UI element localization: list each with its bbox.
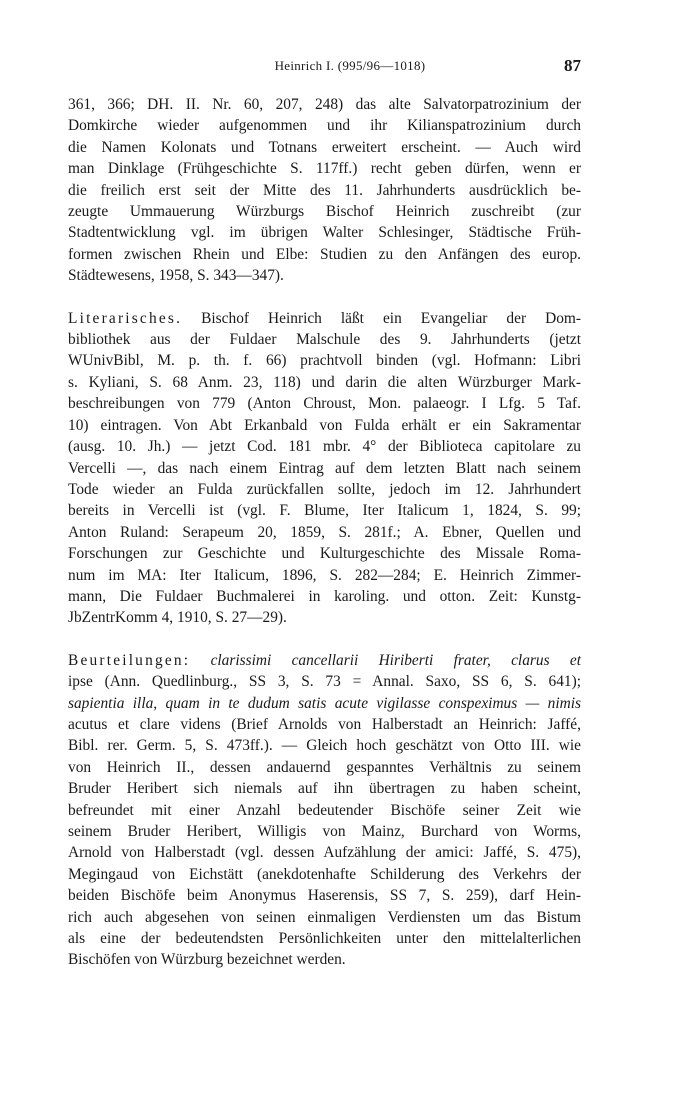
text-line: Tode wieder an Fulda zurückfallen sollte, jedoch im 12. Jahrhundert <box>68 480 581 498</box>
body-text <box>68 94 581 992</box>
text-line: Forschungen zur Geschichte und Kulturgeschichte des Missale Roma- <box>68 545 581 563</box>
text-line: (ausg. 10. Jh.) — jetzt Cod. 181 mbr. 4° der Biblioteca capitolare zu <box>68 438 581 456</box>
text-line: Anton Ruland: Serapeum 20, 1859, S. 281f.; A. Ebner, Quellen und <box>68 523 581 541</box>
text-line: Domkirche wieder aufgenommen und ihr Kilianspatrozinium durch <box>68 117 581 135</box>
text-line: Bischöfen von Würzburg bezeichnet werden. <box>68 951 346 969</box>
text-line: beiden Bischöfe beim Anonymus Haserensis, SS 7, S. 259), darf Hein- <box>68 887 581 905</box>
text-line: s. Kyliani, S. 68 Anm. 23, 118) und darin die alten Würzburger Mark- <box>68 373 581 391</box>
text-line: 361, 366; DH. II. Nr. 60, 207, 248) das alte Salvatorpatrozinium der <box>68 96 581 113</box>
text-line: die freilich erst seit der Mitte des 11. Jahrhunderts ausdrücklich be- <box>68 181 581 199</box>
running-head-title: Heinrich I. (995/96—1018) <box>274 58 426 73</box>
page-number: 87 <box>564 56 581 75</box>
running-head <box>0 56 700 78</box>
text-line: Vercelli —, das nach einem Eintrag auf dem letzten Blatt nach seinem <box>68 459 581 477</box>
text-line: man Dinklage (Frühgeschichte S. 117ff.) recht geben dürfen, wenn er <box>68 160 581 178</box>
text-line: 10) eintragen. Von Abt Erkanbald von Fulda erhält er ein Sakramentar <box>68 416 581 434</box>
text-line: mann, Die Fuldaer Buchmalerei in karoling. und otton. Zeit: Kunstg- <box>68 587 581 605</box>
text-line: JbZentrKomm 4, 1910, S. 27—29). <box>68 609 287 627</box>
section-heading-literarisches: Literarisches. <box>68 309 183 327</box>
text-line <box>68 650 581 671</box>
text-line: num im MA: Iter Italicum, 1896, S. 282—284; E. Heinrich Zimmer- <box>68 566 581 584</box>
text-line: WUnivBibl, M. p. th. f. 66) prachtvoll binden (vgl. Hofmann: Libri <box>68 352 581 370</box>
text-line: von Heinrich II., dessen andauernd gespanntes Verhältnis zu seinem <box>68 758 581 776</box>
text-line: als eine der bedeutendsten Persönlichkeiten unter den mittelalterlichen <box>68 930 581 948</box>
text-line: Arnold von Halberstadt (vgl. dessen Aufzählung der amici: Jaffé, S. 475), <box>68 844 581 862</box>
text-line-rest: clarissimi cancellarii Hiriberti frater, clarus et <box>210 651 581 669</box>
text-line: sapientia illa, quam in te dudum satis acute vigilasse conspeximus — nimis <box>68 694 581 712</box>
section-heading-beurteilungen: Beurteilungen: <box>68 651 191 669</box>
text-line: acutus et clare videns (Brief Arnolds von Halberstadt an Heinrich: Jaffé, <box>68 715 581 733</box>
text-line: Bibl. rer. Germ. 5, S. 473ff.). — Gleich hoch geschätzt von Otto III. wie <box>68 737 581 755</box>
text-line: ipse (Ann. Quedlinburg., SS 3, S. 73 = Annal. Saxo, SS 6, S. 641); <box>68 673 581 691</box>
text-line <box>68 308 581 329</box>
text-line: beschreibungen von 779 (Anton Chroust, Mon. palaeogr. I Lfg. 5 Taf. <box>68 395 581 413</box>
text-line: Megingaud von Eichstätt (anekdotenhafte Schilderung des Verkehrs der <box>68 865 581 883</box>
paragraph-literarisches <box>68 308 581 629</box>
paragraph-beurteilungen <box>68 650 581 971</box>
text-line: befreundet mit einer Anzahl bedeutender Bischöfe seiner Zeit wie <box>68 801 581 819</box>
text-line: Bruder Heribert sich niemals auf ihn übertragen zu haben scheint, <box>68 780 581 798</box>
text-line: rich auch abgesehen von seinen einmaligen Verdiensten um das Bistum <box>68 908 581 926</box>
text-line: die Namen Kolonats und Totnans erweitert erscheint. — Auch wird <box>68 138 581 156</box>
text-line-rest: Bischof Heinrich läßt ein Evangeliar der Dom- <box>182 309 581 327</box>
text-line: bibliothek aus der Fuldaer Malschule des 9. Jahrhunderts (jetzt <box>68 331 581 349</box>
text-line: zeugte Ummauerung Würzburgs Bischof Heinrich zuschreibt (zur <box>68 203 581 221</box>
text-line: formen zwischen Rhein und Elbe: Studien zu den Anfängen des europ. <box>68 245 581 263</box>
text-line: bereits in Vercelli ist (vgl. F. Blume, Iter Italicum 1, 1824, S. 99; <box>68 502 581 520</box>
paragraph-continuation <box>68 94 581 287</box>
text-line: seinem Bruder Heribert, Willigis von Mainz, Burchard von Worms, <box>68 823 581 840</box>
text-line: Städtewesens, 1958, S. 343—347). <box>68 267 284 285</box>
text-line: Stadtentwicklung vgl. im übrigen Walter Schlesinger, Städtische Früh- <box>68 224 581 242</box>
